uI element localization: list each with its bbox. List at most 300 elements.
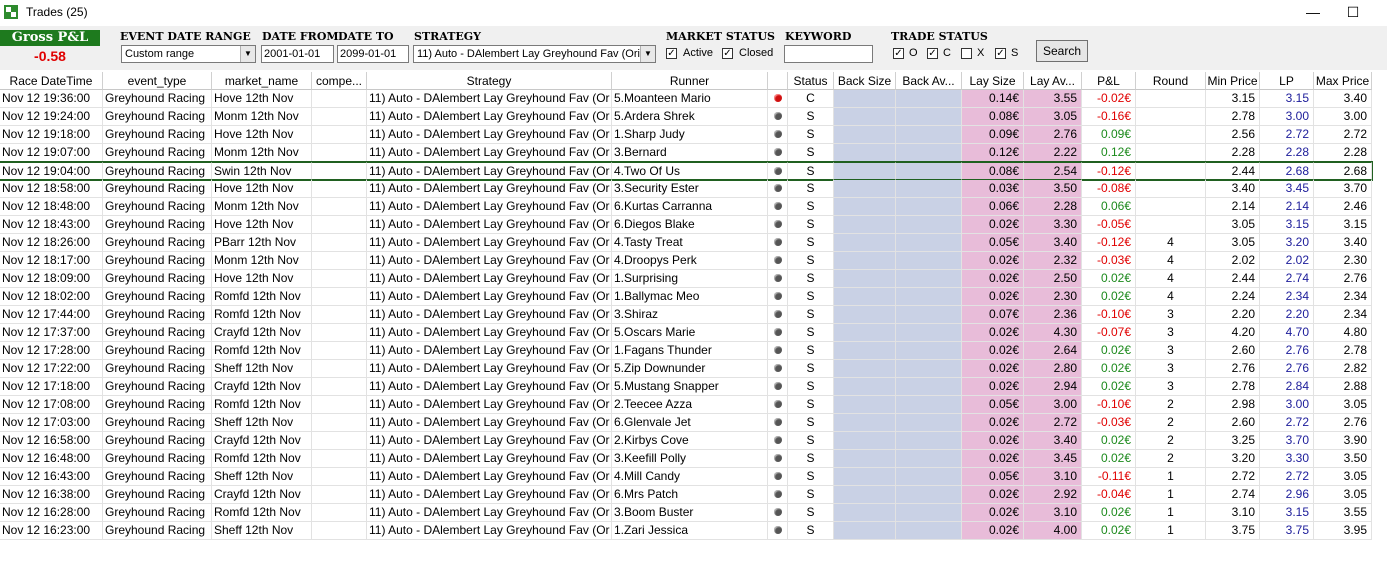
cell-runner: 1.Zari Jessica (612, 522, 768, 540)
cell-min-price: 3.05 (1206, 234, 1260, 252)
column-header-race-datetime[interactable]: Race DateTime (0, 72, 103, 90)
cell-round: 3 (1136, 306, 1206, 324)
cell-back-avg (896, 288, 962, 306)
keyword-label: KEYWORD (785, 30, 852, 43)
cell-competition (312, 252, 367, 270)
cell-round (1136, 108, 1206, 126)
cell-round (1136, 198, 1206, 216)
cell-status: S (788, 378, 834, 396)
cell-status: S (788, 180, 834, 198)
cell-competition (312, 306, 367, 324)
cell-race-datetime: Nov 12 16:28:00 (0, 504, 103, 522)
cell-max-price: 3.55 (1314, 504, 1372, 522)
cell-lay-avg: 2.76 (1024, 126, 1082, 144)
cell-status-dot (768, 216, 788, 234)
cell-status-dot (768, 432, 788, 450)
cell-status: S (788, 306, 834, 324)
cell-market-name: Monm 12th Nov (212, 198, 312, 216)
cell-round: 2 (1136, 432, 1206, 450)
cell-event-type: Greyhound Racing (103, 126, 212, 144)
column-header-strategy[interactable]: Strategy (367, 72, 612, 90)
table-row[interactable] (0, 162, 1372, 180)
status-grey-dot-icon (774, 256, 782, 264)
cell-round: 3 (1136, 360, 1206, 378)
cell-back-size (834, 414, 896, 432)
cell-pnl: 0.02€ (1082, 522, 1136, 540)
cell-round (1136, 216, 1206, 234)
cell-min-price: 2.28 (1206, 144, 1260, 162)
cell-pnl: 0.02€ (1082, 432, 1136, 450)
cell-event-type: Greyhound Racing (103, 306, 212, 324)
cell-lp: 3.30 (1260, 450, 1314, 468)
cell-lay-size: 0.09€ (962, 126, 1024, 144)
cell-lay-avg: 3.00 (1024, 396, 1082, 414)
minimize-button[interactable]: — (1306, 4, 1320, 20)
cell-lay-avg: 3.40 (1024, 234, 1082, 252)
cell-competition (312, 108, 367, 126)
cell-strategy: 11) Auto - DAlembert Lay Greyhound Fav (Or (367, 288, 612, 306)
cell-competition (312, 126, 367, 144)
column-header-status-dot[interactable] (768, 72, 788, 90)
cell-race-datetime: Nov 12 18:48:00 (0, 198, 103, 216)
table-row[interactable] (0, 342, 1372, 360)
cell-lay-size: 0.05€ (962, 396, 1024, 414)
cell-status: S (788, 162, 834, 180)
window-title: Trades (25) (26, 5, 88, 19)
status-grey-dot-icon (774, 346, 782, 354)
cell-competition (312, 486, 367, 504)
cell-market-name: Romfd 12th Nov (212, 450, 312, 468)
table-row[interactable] (0, 270, 1372, 288)
cell-lay-avg: 2.80 (1024, 360, 1082, 378)
cell-status: S (788, 432, 834, 450)
cell-min-price: 4.20 (1206, 324, 1260, 342)
date-to-input[interactable]: 2099-01-01 (337, 45, 409, 63)
market-closed-label: Closed (739, 47, 774, 59)
cell-competition (312, 324, 367, 342)
cell-status-dot (768, 108, 788, 126)
cell-lay-size: 0.07€ (962, 306, 1024, 324)
cell-back-size (834, 360, 896, 378)
cell-lay-size: 0.05€ (962, 234, 1024, 252)
cell-market-name: Monm 12th Nov (212, 108, 312, 126)
cell-back-size (834, 144, 896, 162)
cell-strategy: 11) Auto - DAlembert Lay Greyhound Fav (Or (367, 252, 612, 270)
column-header-pnl[interactable]: P&L (1082, 72, 1136, 90)
cell-min-price: 2.14 (1206, 198, 1260, 216)
cell-status-dot (768, 522, 788, 540)
cell-min-price: 2.98 (1206, 396, 1260, 414)
status-grey-dot-icon (774, 220, 782, 228)
trade-status-x-checkbox[interactable] (961, 48, 972, 59)
cell-round: 1 (1136, 468, 1206, 486)
cell-competition (312, 144, 367, 162)
cell-race-datetime: Nov 12 18:17:00 (0, 252, 103, 270)
table-row[interactable] (0, 504, 1372, 522)
cell-runner: 5.Mustang Snapper (612, 378, 768, 396)
cell-strategy: 11) Auto - DAlembert Lay Greyhound Fav (Or (367, 450, 612, 468)
cell-lay-size: 0.08€ (962, 108, 1024, 126)
cell-competition (312, 504, 367, 522)
status-grey-dot-icon (774, 364, 782, 372)
trade-status-c-label: C (943, 47, 951, 59)
cell-market-name: Hove 12th Nov (212, 270, 312, 288)
cell-strategy: 11) Auto - DAlembert Lay Greyhound Fav (Or (367, 342, 612, 360)
cell-event-type: Greyhound Racing (103, 396, 212, 414)
table-row[interactable] (0, 216, 1372, 234)
cell-lp: 3.00 (1260, 396, 1314, 414)
table-row[interactable] (0, 126, 1372, 144)
cell-back-size (834, 486, 896, 504)
cell-runner: 3.Security Ester (612, 180, 768, 198)
cell-market-name: Romfd 12th Nov (212, 306, 312, 324)
cell-status-dot (768, 90, 788, 108)
cell-market-name: Hove 12th Nov (212, 180, 312, 198)
cell-strategy: 11) Auto - DAlembert Lay Greyhound Fav (Or (367, 396, 612, 414)
cell-min-price: 3.25 (1206, 432, 1260, 450)
table-row[interactable] (0, 90, 1372, 108)
cell-strategy: 11) Auto - DAlembert Lay Greyhound Fav (Or (367, 360, 612, 378)
cell-event-type: Greyhound Racing (103, 378, 212, 396)
cell-status-dot (768, 126, 788, 144)
cell-competition (312, 396, 367, 414)
table-row[interactable] (0, 450, 1372, 468)
cell-event-type: Greyhound Racing (103, 234, 212, 252)
table-row[interactable] (0, 324, 1372, 342)
cell-pnl: -0.05€ (1082, 216, 1136, 234)
cell-lp: 2.28 (1260, 144, 1314, 162)
table-row[interactable] (0, 360, 1372, 378)
table-row[interactable] (0, 414, 1372, 432)
cell-strategy: 11) Auto - DAlembert Lay Greyhound Fav (Or (367, 270, 612, 288)
cell-runner: 3.Boom Buster (612, 504, 768, 522)
cell-pnl: 0.02€ (1082, 270, 1136, 288)
cell-event-type: Greyhound Racing (103, 162, 212, 180)
cell-strategy: 11) Auto - DAlembert Lay Greyhound Fav (Or (367, 108, 612, 126)
cell-status-dot (768, 144, 788, 162)
cell-lay-size: 0.02€ (962, 324, 1024, 342)
cell-strategy: 11) Auto - DAlembert Lay Greyhound Fav (Or (367, 468, 612, 486)
column-header-status[interactable]: Status (788, 72, 834, 90)
cell-lay-size: 0.02€ (962, 270, 1024, 288)
cell-pnl: -0.03€ (1082, 252, 1136, 270)
column-header-lp[interactable]: LP (1260, 72, 1314, 90)
date-from-label: DATE FROM (262, 30, 339, 43)
cell-min-price: 2.44 (1206, 162, 1260, 180)
cell-pnl: -0.10€ (1082, 306, 1136, 324)
cell-max-price: 2.34 (1314, 288, 1372, 306)
keyword-input[interactable] (784, 45, 873, 63)
table-row[interactable] (0, 396, 1372, 414)
cell-lay-size: 0.02€ (962, 252, 1024, 270)
cell-event-type: Greyhound Racing (103, 180, 212, 198)
cell-pnl: -0.02€ (1082, 90, 1136, 108)
cell-lp: 4.70 (1260, 324, 1314, 342)
cell-lay-avg: 3.50 (1024, 180, 1082, 198)
column-header-event-type[interactable]: event_type (103, 72, 212, 90)
cell-max-price: 2.46 (1314, 198, 1372, 216)
cell-market-name: Sheff 12th Nov (212, 360, 312, 378)
cell-runner: 6.Diegos Blake (612, 216, 768, 234)
cell-max-price: 2.78 (1314, 342, 1372, 360)
cell-lay-avg: 2.92 (1024, 486, 1082, 504)
cell-round: 2 (1136, 450, 1206, 468)
maximize-button[interactable]: ☐ (1346, 4, 1360, 20)
cell-race-datetime: Nov 12 18:09:00 (0, 270, 103, 288)
column-header-back-avg[interactable]: Back Av... (896, 72, 962, 90)
cell-status: S (788, 504, 834, 522)
cell-lp: 2.02 (1260, 252, 1314, 270)
cell-max-price: 2.30 (1314, 252, 1372, 270)
cell-status-dot (768, 342, 788, 360)
cell-back-avg (896, 522, 962, 540)
cell-runner: 4.Mill Candy (612, 468, 768, 486)
window-titlebar (0, 0, 1387, 24)
cell-round: 3 (1136, 378, 1206, 396)
cell-lay-size: 0.06€ (962, 198, 1024, 216)
cell-strategy: 11) Auto - DAlembert Lay Greyhound Fav (Or (367, 306, 612, 324)
cell-event-type: Greyhound Racing (103, 216, 212, 234)
cell-race-datetime: Nov 12 18:58:00 (0, 180, 103, 198)
cell-back-size (834, 306, 896, 324)
table-row[interactable] (0, 198, 1372, 216)
cell-lp: 2.20 (1260, 306, 1314, 324)
table-row[interactable] (0, 144, 1372, 162)
column-header-round[interactable]: Round (1136, 72, 1206, 90)
cell-back-avg (896, 306, 962, 324)
cell-lay-avg: 2.28 (1024, 198, 1082, 216)
cell-status: S (788, 450, 834, 468)
cell-lay-size: 0.02€ (962, 216, 1024, 234)
cell-lp: 2.96 (1260, 486, 1314, 504)
table-row[interactable] (0, 432, 1372, 450)
cell-back-avg (896, 486, 962, 504)
date-to-label: DATE TO (338, 30, 394, 43)
cell-event-type: Greyhound Racing (103, 90, 212, 108)
column-header-market-name[interactable]: market_name (212, 72, 312, 90)
event-date-range-value: Custom range (125, 48, 195, 60)
cell-round (1136, 144, 1206, 162)
trade-status-o-checkbox[interactable]: ✓ (894, 48, 903, 59)
cell-lp: 2.76 (1260, 360, 1314, 378)
cell-event-type: Greyhound Racing (103, 504, 212, 522)
cell-back-size (834, 252, 896, 270)
cell-min-price: 3.40 (1206, 180, 1260, 198)
cell-status: S (788, 288, 834, 306)
event-date-range-select[interactable] (121, 45, 256, 63)
cell-status-dot (768, 414, 788, 432)
cell-lay-avg: 2.30 (1024, 288, 1082, 306)
chevron-down-icon: ▼ (640, 46, 655, 62)
market-status-label: MARKET STATUS (666, 30, 775, 43)
cell-lay-avg: 3.10 (1024, 468, 1082, 486)
cell-back-size (834, 468, 896, 486)
cell-strategy: 11) Auto - DAlembert Lay Greyhound Fav (Or (367, 486, 612, 504)
cell-status-dot (768, 162, 788, 180)
cell-runner: 2.Kirbys Cove (612, 432, 768, 450)
cell-max-price: 3.00 (1314, 108, 1372, 126)
cell-min-price: 2.20 (1206, 306, 1260, 324)
cell-lay-size: 0.02€ (962, 522, 1024, 540)
cell-min-price: 3.15 (1206, 90, 1260, 108)
cell-back-size (834, 90, 896, 108)
cell-event-type: Greyhound Racing (103, 144, 212, 162)
table-row[interactable] (0, 306, 1372, 324)
cell-max-price: 3.05 (1314, 396, 1372, 414)
cell-strategy: 11) Auto - DAlembert Lay Greyhound Fav (Or (367, 432, 612, 450)
cell-back-avg (896, 324, 962, 342)
cell-status: S (788, 144, 834, 162)
column-header-back-size[interactable]: Back Size (834, 72, 896, 90)
table-row[interactable] (0, 378, 1372, 396)
cell-max-price: 2.88 (1314, 378, 1372, 396)
search-button[interactable]: Search (1036, 40, 1088, 62)
cell-lay-avg: 3.05 (1024, 108, 1082, 126)
cell-race-datetime: Nov 12 17:18:00 (0, 378, 103, 396)
cell-competition (312, 414, 367, 432)
table-row[interactable] (0, 288, 1372, 306)
cell-event-type: Greyhound Racing (103, 252, 212, 270)
cell-min-price: 2.60 (1206, 414, 1260, 432)
cell-back-size (834, 180, 896, 198)
date-from-input[interactable]: 2001-01-01 (261, 45, 334, 63)
cell-race-datetime: Nov 12 18:43:00 (0, 216, 103, 234)
cell-back-size (834, 324, 896, 342)
cell-race-datetime: Nov 12 16:23:00 (0, 522, 103, 540)
cell-market-name: Romfd 12th Nov (212, 342, 312, 360)
cell-pnl: 0.02€ (1082, 342, 1136, 360)
cell-market-name: Sheff 12th Nov (212, 468, 312, 486)
cell-min-price: 2.24 (1206, 288, 1260, 306)
table-row[interactable] (0, 180, 1372, 198)
status-grey-dot-icon (774, 310, 782, 318)
cell-round: 4 (1136, 288, 1206, 306)
market-active-checkbox[interactable]: ✓ (667, 48, 676, 59)
strategy-select[interactable] (413, 45, 656, 63)
table-row[interactable] (0, 522, 1372, 540)
cell-min-price: 3.10 (1206, 504, 1260, 522)
column-header-max-price[interactable]: Max Price (1314, 72, 1372, 90)
cell-status: S (788, 360, 834, 378)
cell-pnl: -0.08€ (1082, 180, 1136, 198)
cell-round: 2 (1136, 396, 1206, 414)
cell-strategy: 11) Auto - DAlembert Lay Greyhound Fav (Or (367, 144, 612, 162)
cell-competition (312, 216, 367, 234)
cell-back-avg (896, 450, 962, 468)
cell-lay-avg: 2.36 (1024, 306, 1082, 324)
cell-back-size (834, 270, 896, 288)
cell-pnl: -0.07€ (1082, 324, 1136, 342)
cell-status-dot (768, 450, 788, 468)
cell-back-avg (896, 396, 962, 414)
cell-lp: 3.00 (1260, 108, 1314, 126)
cell-strategy: 11) Auto - DAlembert Lay Greyhound Fav (Or (367, 522, 612, 540)
cell-status-dot (768, 504, 788, 522)
cell-lay-size: 0.02€ (962, 342, 1024, 360)
cell-round (1136, 162, 1206, 180)
status-grey-dot-icon (774, 472, 782, 480)
cell-event-type: Greyhound Racing (103, 414, 212, 432)
cell-max-price: 2.72 (1314, 126, 1372, 144)
trade-status-o-label: O (909, 47, 918, 59)
cell-max-price: 2.76 (1314, 270, 1372, 288)
cell-strategy: 11) Auto - DAlembert Lay Greyhound Fav (Or (367, 126, 612, 144)
table-row[interactable] (0, 486, 1372, 504)
cell-lay-size: 0.02€ (962, 486, 1024, 504)
cell-status-dot (768, 234, 788, 252)
cell-race-datetime: Nov 12 19:07:00 (0, 144, 103, 162)
cell-strategy: 11) Auto - DAlembert Lay Greyhound Fav (Or (367, 162, 612, 180)
cell-lay-avg: 3.45 (1024, 450, 1082, 468)
table-row[interactable] (0, 108, 1372, 126)
trade-status-c-checkbox[interactable]: ✓ (928, 48, 937, 59)
cell-market-name: PBarr 12th Nov (212, 234, 312, 252)
market-closed-checkbox[interactable]: ✓ (723, 48, 732, 59)
cell-strategy: 11) Auto - DAlembert Lay Greyhound Fav (Or (367, 90, 612, 108)
cell-runner: 3.Shiraz (612, 306, 768, 324)
table-row[interactable] (0, 234, 1372, 252)
cell-market-name: Romfd 12th Nov (212, 504, 312, 522)
cell-pnl: 0.02€ (1082, 360, 1136, 378)
trade-status-s-checkbox[interactable]: ✓ (996, 48, 1005, 59)
cell-market-name: Hove 12th Nov (212, 90, 312, 108)
cell-runner: 6.Glenvale Jet (612, 414, 768, 432)
table-row[interactable] (0, 252, 1372, 270)
status-grey-dot-icon (774, 382, 782, 390)
status-grey-dot-icon (774, 436, 782, 444)
cell-back-size (834, 522, 896, 540)
cell-back-size (834, 342, 896, 360)
cell-status: S (788, 252, 834, 270)
cell-strategy: 11) Auto - DAlembert Lay Greyhound Fav (Or (367, 324, 612, 342)
cell-lay-size: 0.14€ (962, 90, 1024, 108)
cell-race-datetime: Nov 12 19:04:00 (0, 162, 103, 180)
cell-lp: 3.75 (1260, 522, 1314, 540)
cell-back-size (834, 378, 896, 396)
cell-back-avg (896, 252, 962, 270)
cell-min-price: 3.20 (1206, 450, 1260, 468)
status-red-dot-icon (774, 94, 782, 102)
cell-competition (312, 450, 367, 468)
cell-max-price: 2.76 (1314, 414, 1372, 432)
cell-lay-size: 0.02€ (962, 504, 1024, 522)
column-header-competition[interactable]: compe... (312, 72, 367, 90)
cell-runner: 5.Oscars Marie (612, 324, 768, 342)
cell-race-datetime: Nov 12 16:38:00 (0, 486, 103, 504)
cell-strategy: 11) Auto - DAlembert Lay Greyhound Fav (Or (367, 198, 612, 216)
cell-competition (312, 432, 367, 450)
trade-status-label: TRADE STATUS (891, 30, 988, 43)
cell-pnl: 0.02€ (1082, 378, 1136, 396)
cell-status: S (788, 108, 834, 126)
cell-back-avg (896, 216, 962, 234)
column-header-min-price[interactable]: Min Price (1206, 72, 1260, 90)
cell-competition (312, 468, 367, 486)
cell-competition (312, 162, 367, 180)
cell-competition (312, 522, 367, 540)
column-header-lay-size[interactable]: Lay Size (962, 72, 1024, 90)
column-header-runner[interactable]: Runner (612, 72, 768, 90)
cell-race-datetime: Nov 12 19:24:00 (0, 108, 103, 126)
column-header-lay-avg[interactable]: Lay Av... (1024, 72, 1082, 90)
cell-status-dot (768, 252, 788, 270)
cell-lp: 2.74 (1260, 270, 1314, 288)
cell-back-size (834, 504, 896, 522)
cell-race-datetime: Nov 12 16:43:00 (0, 468, 103, 486)
table-row[interactable] (0, 468, 1372, 486)
cell-runner: 4.Two Of Us (612, 162, 768, 180)
cell-event-type: Greyhound Racing (103, 360, 212, 378)
